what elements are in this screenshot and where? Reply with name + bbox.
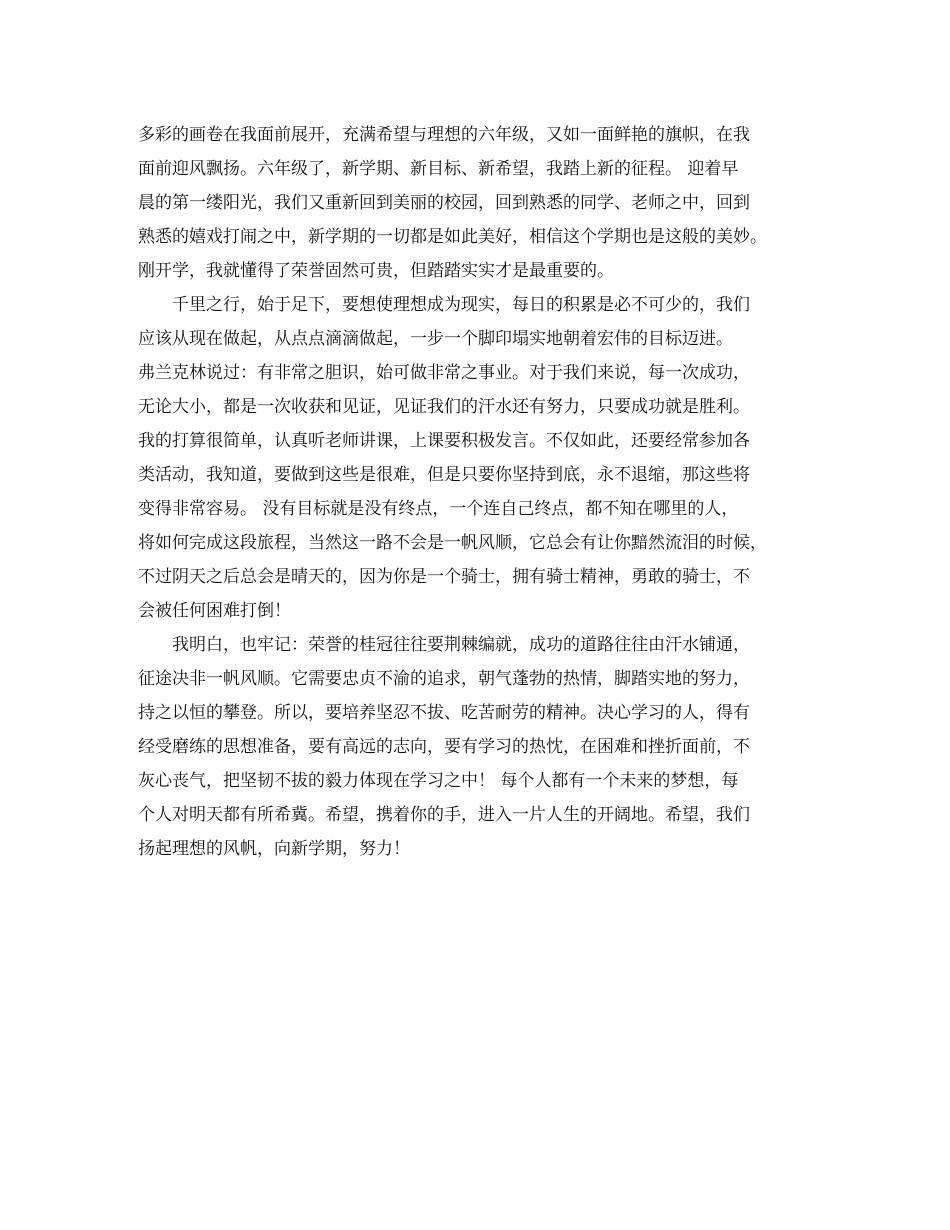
text-line: 类活动，我知道，要做到这些是很难，但是只要你坚持到底，永不退缩，那这些将	[138, 465, 750, 485]
text-line: 应该从现在做起，从点点滴滴做起，一步一个脚印塌实地朝着宏伟的目标迈进。	[138, 329, 733, 349]
text-line: 面前迎风飘扬。六年级了，新学期、新目标、新希望，我踏上新的征程。 迎着早	[138, 159, 739, 179]
text-line: 多彩的画卷在我面前展开，充满希望与理想的六年级，又如一面鲜艳的旗帜，在我	[138, 125, 750, 145]
text-line: 经受磨练的思想准备，要有高远的志向，要有学习的热忱，在困难和挫折面前，不	[138, 737, 750, 757]
text-line: 变得非常容易。 没有目标就是没有终点，一个连自己终点，都不知在哪里的人，	[138, 499, 739, 519]
text-line: 将如何完成这段旅程，当然这一路不会是一帆风顺，它总会有让你黯然流泪的时候，	[138, 533, 767, 553]
text-line: 个人对明天都有所希冀。希望，携着你的手，进入一片人生的开阔地。希望，我们	[138, 805, 750, 825]
text-line: 熟悉的嬉戏打闹之中，新学期的一切都是如此美好，相信这个学期也是这般的美妙。	[138, 227, 767, 247]
text-line: 不过阴天之后总会是晴天的，因为你是一个骑士，拥有骑士精神，勇敢的骑士，不	[138, 567, 750, 587]
text-line: 晨的第一缕阳光，我们又重新回到美丽的校园，回到熟悉的同学、老师之中，回到	[138, 193, 750, 213]
paragraph-first-line: 千里之行，始于足下，要想使理想成为现实，每日的积累是必不可少的，我们	[172, 295, 750, 315]
text-line: 征途决非一帆风顺。它需要忠贞不渝的追求，朝气蓬勃的热情，脚踏实地的努力，	[138, 669, 750, 689]
text-line: 刚开学，我就懂得了荣誉固然可贵，但踏踏实实才是最重要的。	[138, 261, 614, 281]
text-line: 我的打算很简单，认真听老师讲课，上课要积极发言。不仅如此，还要经常参加各	[138, 431, 750, 451]
text-line: 持之以恒的攀登。所以，要培养坚忍不拔、吃苦耐劳的精神。决心学习的人，得有	[138, 703, 750, 723]
document-body	[138, 118, 828, 866]
text-line: 灰心丧气，把坚韧不拔的毅力体现在学习之中！ 每个人都有一个未来的梦想，每	[138, 771, 739, 791]
text-line: 会被任何困难打倒！	[138, 601, 291, 621]
text-line: 无论大小，都是一次收获和见证，见证我们的汗水还有努力，只要成功就是胜利。	[138, 397, 750, 417]
paragraph-first-line: 我明白，也牢记：荣誉的桂冠往往要荆棘编就，成功的道路往往由汗水铺通，	[172, 635, 750, 655]
text-line: 弗兰克林说过：有非常之胆识，始可做非常之事业。对于我们来说，每一次成功，	[138, 363, 750, 383]
text-line: 扬起理想的风帆，向新学期，努力！	[138, 839, 410, 859]
